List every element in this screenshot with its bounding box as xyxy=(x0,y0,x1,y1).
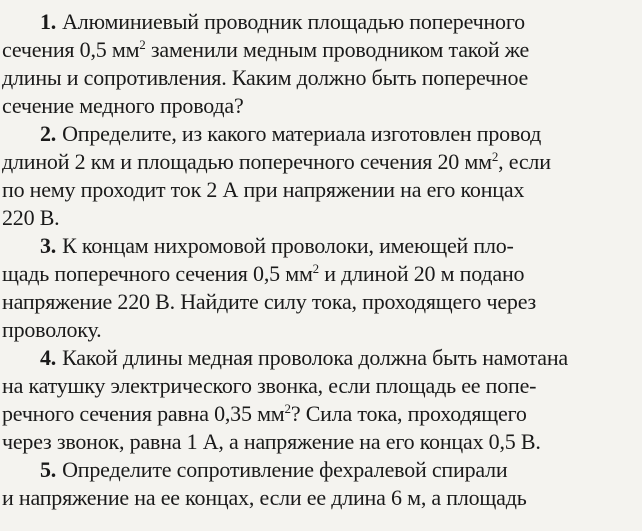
problem-2 xyxy=(2,120,642,232)
problem-text: щадь поперечного сечения 0,5 мм xyxy=(2,261,313,286)
problem-line xyxy=(2,232,642,260)
problem-text: длиной 2 км и площадью поперечного сечения 20 мм xyxy=(2,149,492,174)
problem-line: через звонок, равна 1 А, а напряжение на его концах 0,5 В. xyxy=(2,429,541,454)
problem-line xyxy=(2,8,642,36)
problem-4 xyxy=(2,344,642,456)
problem-text: ? Сила тока, проходящего xyxy=(290,401,527,426)
problem-text: Алюминиевый проводник площадью поперечного xyxy=(62,9,525,34)
problem-line xyxy=(2,120,642,148)
problem-number: 4. xyxy=(40,345,57,370)
problem-text: Какой длины медная проволока должна быть намотана xyxy=(62,345,568,370)
problem-line: 220 В. xyxy=(2,205,60,230)
problem-text: и длиной 20 м подано xyxy=(318,261,525,286)
problem-line: напряжение 220 В. Найдите силу тока, проходящего через xyxy=(2,289,537,314)
superscript: 2 xyxy=(139,37,146,52)
problem-line xyxy=(2,36,642,64)
problem-text: , если xyxy=(498,149,551,174)
problem-line: проволоку. xyxy=(2,317,102,342)
problem-text: речного сечения равна 0,35 мм xyxy=(2,401,285,426)
problem-line xyxy=(2,148,642,176)
problem-text: Определите, из какого материала изготовлен провод xyxy=(62,121,542,146)
problem-line: и напряжение на ее концах, если ее длина 6 м, а площадь xyxy=(2,485,527,510)
problem-line xyxy=(2,456,642,484)
problem-1 xyxy=(2,8,642,120)
problem-line: на катушку электрического звонка, если площадь ее попе- xyxy=(2,373,537,398)
problem-number: 1. xyxy=(40,9,57,34)
problem-number: 5. xyxy=(40,457,57,482)
superscript: 2 xyxy=(312,261,319,276)
problem-line xyxy=(2,400,642,428)
problem-text: К концам нихромовой проволоки, имеющей пло- xyxy=(62,233,514,258)
problem-text: заменили медным проводником такой же xyxy=(145,37,530,62)
superscript: 2 xyxy=(284,401,291,416)
problem-number: 2. xyxy=(40,121,57,146)
problem-3 xyxy=(2,232,642,344)
problem-5 xyxy=(2,456,642,512)
problem-line xyxy=(2,344,642,372)
problem-text: сечения 0,5 мм xyxy=(2,37,140,62)
problem-number: 3. xyxy=(40,233,57,258)
problem-text: Определите сопротивление фехралевой спирали xyxy=(62,457,508,482)
problem-line: длины и сопротивления. Каким должно быть поперечное xyxy=(2,65,529,90)
problem-line xyxy=(2,260,642,288)
superscript: 2 xyxy=(491,149,499,164)
problem-line: сечение медного провода? xyxy=(2,93,244,118)
problem-line: по нему проходит ток 2 А при напряжении на его концах xyxy=(2,177,525,202)
